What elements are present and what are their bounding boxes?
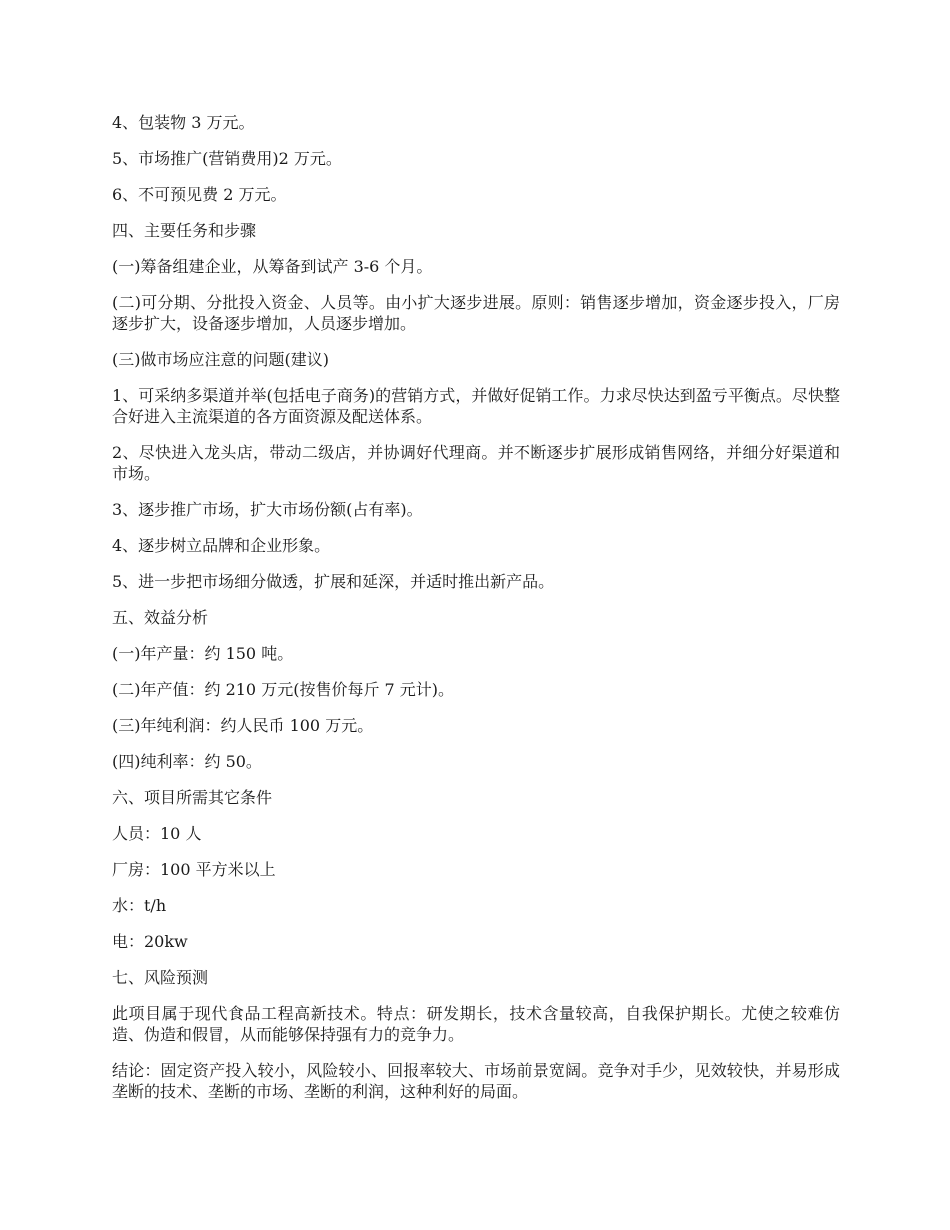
- paragraph-task-1: (一)筹备组建企业，从筹备到试产 3-6 个月。: [112, 257, 433, 276]
- paragraph-suggestion-4: 4、逐步树立品牌和企业形象。: [112, 536, 331, 555]
- paragraph-annual-value: (二)年产值：约 210 万元(按售价每斤 7 元计)。: [112, 680, 455, 699]
- paragraph-electricity: 电：20kw: [112, 932, 188, 951]
- paragraph-task-2: (二)可分期、分批投入资金、人员等。由小扩大逐步进展。原则：销售逐步增加，资金逐步投入，厂房逐步扩大，设备逐步增加，人员逐步增加。: [112, 293, 840, 333]
- paragraph-plant: 厂房：100 平方米以上: [112, 860, 276, 879]
- section-heading-conditions: 六、项目所需其它条件: [112, 788, 273, 807]
- section-heading-benefits: 五、效益分析: [112, 608, 209, 627]
- paragraph-profit-rate: (四)纯利率：约 50。: [112, 752, 262, 771]
- paragraph-risk-description: 此项目属于现代食品工程高新技术。特点：研发期长，技术含量较高，自我保护期长。尤使之较难仿造、伪造和假冒，从而能够保持强有力的竞争力。: [112, 1004, 840, 1044]
- paragraph-annual-output: (一)年产量：约 150 吨。: [112, 644, 294, 663]
- paragraph-task-3: (三)做市场应注意的问题(建议): [112, 350, 329, 369]
- paragraph-contingency-cost: 6、不可预见费 2 万元。: [112, 185, 287, 204]
- paragraph-annual-profit: (三)年纯利润：约人民币 100 万元。: [112, 716, 374, 735]
- paragraph-staff: 人员：10 人: [112, 824, 202, 843]
- paragraph-conclusion: 结论：固定资产投入较小，风险较小、回报率较大、市场前景宽阔。竞争对手少，见效较快，并易形成垄断的技术、垄断的市场、垄断的利润，这种利好的局面。: [112, 1061, 840, 1101]
- paragraph-suggestion-1: 1、可采纳多渠道并举(包括电子商务)的营销方式，并做好促销工作。力求尽快达到盈亏平衡点。尽快整合好进入主流渠道的各方面资源及配送体系。: [112, 386, 840, 426]
- paragraph-suggestion-2: 2、尽快进入龙头店，带动二级店，并协调好代理商。并不断逐步扩展形成销售网络，并细分好渠道和市场。: [112, 443, 840, 483]
- paragraph-packaging-cost: 4、包装物 3 万元。: [112, 113, 255, 132]
- paragraph-marketing-cost: 5、市场推广(营销费用)2 万元。: [112, 149, 342, 168]
- section-heading-risk: 七、风险预测: [112, 968, 209, 987]
- document-body: [112, 112, 840, 1117]
- section-heading-tasks: 四、主要任务和步骤: [112, 221, 257, 240]
- paragraph-suggestion-3: 3、逐步推广市场，扩大市场份额(占有率)。: [112, 500, 423, 519]
- paragraph-suggestion-5: 5、进一步把市场细分做透，扩展和延深，并适时推出新产品。: [112, 572, 555, 591]
- paragraph-water: 水：t/h: [112, 896, 167, 915]
